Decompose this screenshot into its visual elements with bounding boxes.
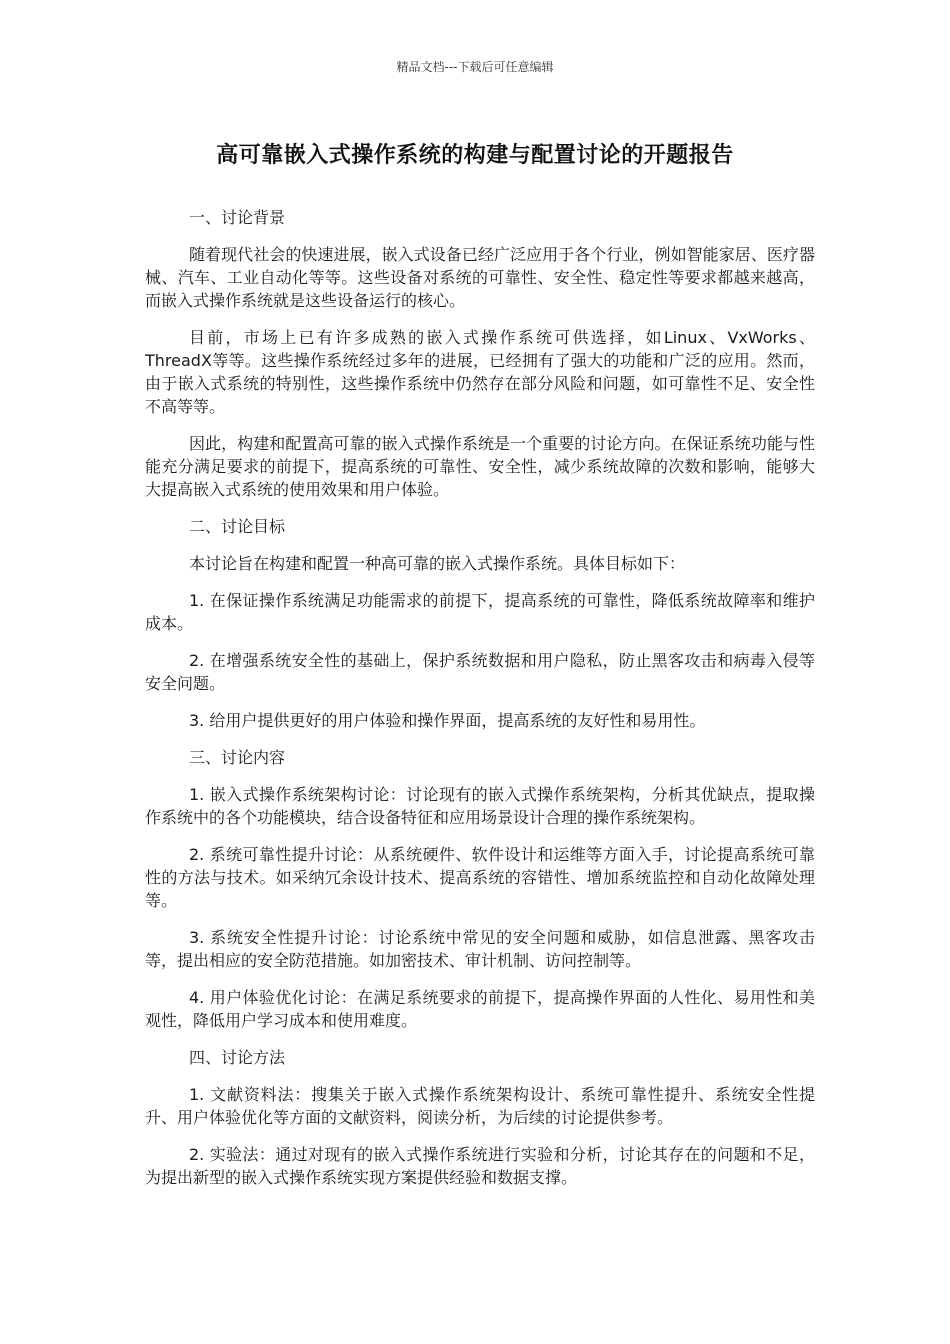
document-body [145, 206, 815, 1203]
list-item: 1. 在保证操作系统满足功能需求的前提下，提高系统的可靠性，降低系统故障率和维护成本。 [145, 591, 815, 633]
list-item: 1. 嵌入式操作系统架构讨论：讨论现有的嵌入式操作系统架构，分析其优缺点，提取操作系统中的各个功能模块，结合设备特征和应用场景设计合理的操作系统架构。 [145, 785, 815, 827]
list-item: 2. 实验法：通过对现有的嵌入式操作系统进行实验和分析，讨论其存在的问题和不足，为提出新型的嵌入式操作系统实现方案提供经验和数据支撑。 [145, 1145, 815, 1187]
list-item: 3. 给用户提供更好的用户体验和操作界面，提高系统的友好性和易用性。 [189, 711, 706, 730]
document-title: 高可靠嵌入式操作系统的构建与配置讨论的开题报告 [216, 143, 734, 168]
list-item: 2. 系统可靠性提升讨论：从系统硬件、软件设计和运维等方面入手，讨论提高系统可靠性的方法与技术。如采纳冗余设计技术、提高系统的容错性、增加系统监控和自动化故障处理等。 [145, 845, 815, 910]
section-heading-content: 三、讨论内容 [189, 748, 286, 767]
paragraph: 随着现代社会的快速进展，嵌入式设备已经广泛应用于各个行业，例如智能家居、医疗器械、汽车、工业自动化等等。这些设备对系统的可靠性、安全性、稳定性等要求都越来越高，而嵌入式操作系统就是这些设备运行的核心。 [145, 245, 815, 310]
section-heading-methods: 四、讨论方法 [189, 1048, 286, 1067]
paragraph: 因此，构建和配置高可靠的嵌入式操作系统是一个重要的讨论方向。在保证系统功能与性能充分满足要求的前提下，提高系统的可靠性、安全性，减少系统故障的次数和影响，能够大大提高嵌入式系统的使用效果和用户体验。 [145, 434, 815, 499]
header-note: 精品文档---下载后可任意编辑 [396, 60, 554, 74]
list-item: 3. 系统安全性提升讨论：讨论系统中常见的安全问题和威胁，如信息泄露、黑客攻击等，提出相应的安全防范措施。如加密技术、审计机制、访问控制等。 [145, 928, 815, 970]
section-heading-goals: 二、讨论目标 [189, 517, 286, 536]
list-item: 4. 用户体验优化讨论：在满足系统要求的前提下，提高操作界面的人性化、易用性和美观性，降低用户学习成本和使用难度。 [145, 988, 815, 1030]
list-item: 2. 在增强系统安全性的基础上，保护系统数据和用户隐私，防止黑客攻击和病毒入侵等安全问题。 [145, 651, 815, 693]
paragraph: 本讨论旨在构建和配置一种高可靠的嵌入式操作系统。具体目标如下： [189, 554, 686, 573]
section-heading-background: 一、讨论背景 [189, 208, 286, 227]
paragraph: 目前，市场上已有许多成熟的嵌入式操作系统可供选择，如Linux、VxWorks、ThreadX等等。这些操作系统经过多年的进展，已经拥有了强大的功能和广泛的应用。然而，由于嵌入式系统的特别性，这些操作系统中仍然存在部分风险和问题，如可靠性不足、安全性不高等等。 [145, 328, 815, 416]
list-item: 1. 文献资料法：搜集关于嵌入式操作系统架构设计、系统可靠性提升、系统安全性提升、用户体验优化等方面的文献资料，阅读分析，为后续的讨论提供参考。 [145, 1085, 815, 1127]
